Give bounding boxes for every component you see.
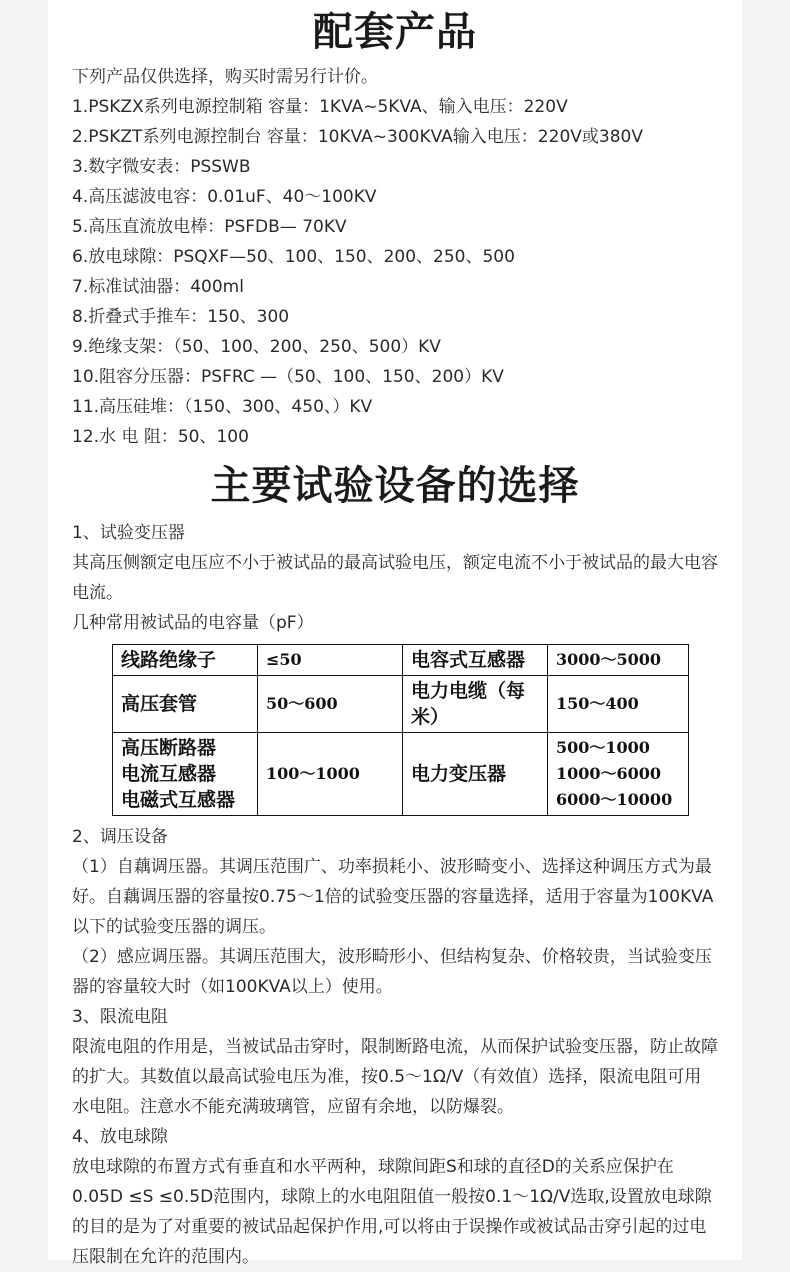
cell-line: 电磁式互感器 — [121, 789, 236, 811]
product-item: 1.PSKZX系列电源控制箱 容量：1KVA~5KVA、输入电压：220V — [72, 97, 568, 117]
product-item: 4.高压滤波电容：0.01uF、40～100KV — [72, 187, 377, 207]
products-title: 配套产品 — [313, 9, 477, 55]
product-item: 2.PSKZT系列电源控制台 容量：10KVA~300KVA输入电压：220V或380V — [72, 127, 643, 147]
section-3-paragraph: 限流电阻的作用是，当被试品击穿时，限制断路电流，从而保护试验变压器，防止故障的扩大。其数值以最高试验电压为准，按0.5～1Ω/V（有效值）选择，限流电阻可用水电阻。注意水不能充满玻璃管，应留有余地，以防爆裂。 — [72, 1037, 718, 1117]
product-item: 12.水 电 阻：50、100 — [72, 427, 249, 447]
table-row — [113, 676, 689, 733]
section-3-heading: 3、限流电阻 — [72, 1007, 168, 1027]
product-item: 10.阻容分压器：PSFRC —（50、100、150、200）KV — [72, 367, 504, 387]
table-row — [113, 733, 689, 816]
table-cell — [113, 733, 258, 816]
document-page — [48, 0, 742, 1267]
section-4-paragraph: 放电球隙的布置方式有垂直和水平两种，球隙间距S和球的直径D的关系应保护在0.05D ≤S ≤0.5D范围内，球隙上的水电阻阻值一般按0.1～1Ω/V选取,设置放电球隙的目的是为了对重要的被试品起保护作用,可以将由于误操作或被试品击穿引起的过电压限制在允许的范围内。 — [72, 1157, 712, 1267]
product-item: 5.高压直流放电棒：PSFDB— 70KV — [72, 217, 347, 237]
product-item: 3.数字微安表：PSSWB — [72, 157, 251, 177]
section-1-heading: 1、试验变压器 — [72, 523, 185, 543]
cell-line: 高压断路器 — [121, 737, 217, 759]
table-cell: 150～400 — [548, 676, 689, 733]
table-cell: 线路绝缘子 — [113, 645, 258, 676]
cell-line: 1000～6000 — [556, 764, 662, 783]
section-2-paragraph-2: （2）感应调压器。其调压范围大，波形畸形小、但结构复杂、价格较贵，当试验变压器的容量较大时（如100KVA以上）使用。 — [72, 947, 712, 997]
table-cell: 高压套管 — [113, 676, 258, 733]
cell-line: 6000～10000 — [556, 790, 673, 809]
product-item: 8.折叠式手推车：150、300 — [72, 307, 290, 327]
product-item: 7.标准试油器：400ml — [72, 277, 244, 297]
products-list — [72, 92, 718, 452]
product-item: 9.绝缘支架：（50、100、200、250、500）KV — [72, 337, 441, 357]
product-item: 6.放电球隙：PSQXF—50、100、150、200、250、500 — [72, 247, 515, 267]
table-cell: 100～1000 — [258, 733, 403, 816]
section-2-heading: 2、调压设备 — [72, 827, 168, 847]
cell-line: 电流互感器 — [121, 763, 217, 785]
table-cell: 3000～5000 — [548, 645, 689, 676]
cell-line: 500～1000 — [556, 738, 650, 757]
section-4-heading: 4、放电球隙 — [72, 1127, 168, 1147]
table-cell: 电力变压器 — [403, 733, 548, 816]
table-cell: 电力电缆（每米） — [403, 676, 548, 733]
section-2-paragraph-1: （1）自藕调压器。其调压范围广、功率损耗小、波形畸变小、选择这种调压方式为最好。自藕调压器的容量按0.75～1倍的试验变压器的容量选择，适用于容量为100KVA以下的试验变压器的调压。 — [72, 857, 714, 937]
equipment-title: 主要试验设备的选择 — [210, 463, 580, 509]
capacitance-table — [112, 644, 689, 816]
table-cell: 50～600 — [258, 676, 403, 733]
table-cell: ≤50 — [258, 645, 403, 676]
section-1-paragraph: 其高压侧额定电压应不小于被试品的最高试验电压，额定电流不小于被试品的最大电容电流。 — [72, 553, 718, 603]
table-caption: 几种常用被试品的电容量（pF） — [72, 613, 314, 633]
table-row — [113, 645, 689, 676]
products-intro: 下列产品仅供选择，购买时需另行计价。 — [72, 67, 378, 87]
table-cell: 电容式互感器 — [403, 645, 548, 676]
table-cell — [548, 733, 689, 816]
product-item: 11.高压硅堆：（150、300、450、）KV — [72, 397, 373, 417]
